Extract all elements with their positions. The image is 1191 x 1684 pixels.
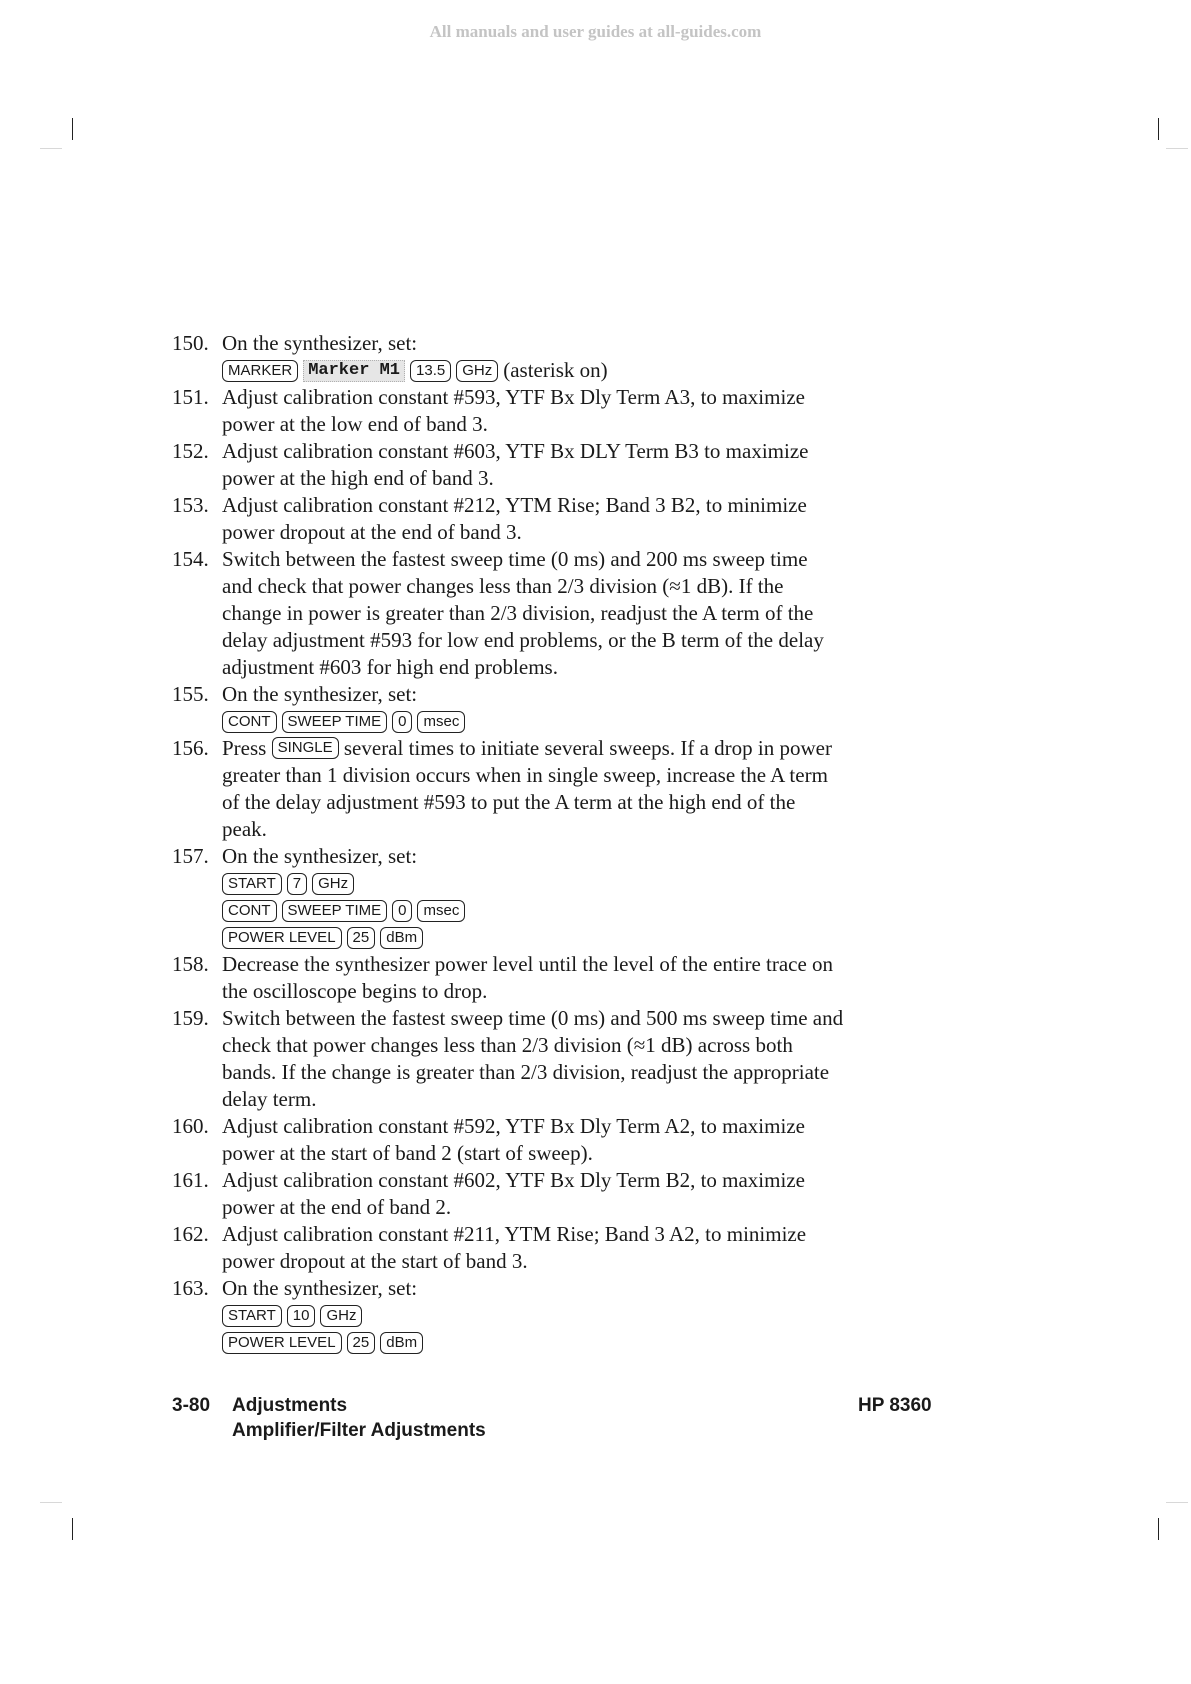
step-number: 151. [172, 385, 209, 409]
key-sequence [222, 357, 952, 384]
procedure-steps [172, 330, 952, 1356]
crop-mark [1158, 1518, 1159, 1540]
step-text: power at the high end of band 3. [222, 466, 494, 490]
step-number: 163. [172, 1276, 209, 1300]
crop-mark [72, 118, 73, 140]
key-sequence [222, 708, 952, 735]
step-text: delay adjustment #593 for low end problems, or the B term of the delay [222, 628, 824, 652]
single-key[interactable]: SINGLE [272, 737, 339, 759]
step-157 [172, 843, 952, 951]
step-number: 152. [172, 439, 209, 463]
value-key[interactable]: 25 [347, 1332, 376, 1354]
step-154 [172, 546, 952, 681]
step-number: 159. [172, 1006, 209, 1030]
step-text: check that power changes less than 2/3 division (≈1 dB) across both [222, 1033, 793, 1057]
step-158 [172, 951, 952, 1005]
step-159 [172, 1005, 952, 1113]
value-key[interactable]: 0 [392, 900, 412, 922]
value-key[interactable]: 7 [287, 873, 307, 895]
step-text: the oscilloscope begins to drop. [222, 979, 488, 1003]
step-151 [172, 384, 952, 438]
step-text: change in power is greater than 2/3 division, readjust the A term of the [222, 601, 814, 625]
step-number: 157. [172, 844, 209, 868]
step-text: Adjust calibration constant #593, YTF Bx Dly Term A3, to maximize [222, 385, 805, 409]
page-number: 3-80 [172, 1395, 211, 1416]
marker-key[interactable]: MARKER [222, 360, 298, 382]
key-sequence [222, 870, 952, 897]
step-text: Adjust calibration constant #211, YTM Rise; Band 3 A2, to minimize [222, 1222, 807, 1246]
msec-key[interactable]: msec [417, 711, 465, 733]
step-text: Decrease the synthesizer power level until the level of the entire trace on [222, 952, 834, 976]
value-key[interactable]: 13.5 [410, 360, 451, 382]
step-162 [172, 1221, 952, 1275]
step-text: and check that power changes less than 2/3 division (≈1 dB). If the [222, 574, 784, 598]
crop-mark [1166, 1502, 1188, 1503]
msec-key[interactable]: msec [417, 900, 465, 922]
step-text: Adjust calibration constant #592, YTF Bx Dly Term A2, to maximize [222, 1114, 805, 1138]
step-text: Switch between the fastest sweep time (0 ms) and 200 ms sweep time [222, 547, 808, 571]
step-163 [172, 1275, 952, 1356]
section-title: Adjustments [232, 1395, 348, 1416]
key-sequence [222, 897, 952, 924]
step-161 [172, 1167, 952, 1221]
ghz-key[interactable]: GHz [456, 360, 498, 382]
step-number: 150. [172, 331, 209, 355]
value-key[interactable]: 25 [347, 927, 376, 949]
value-key[interactable]: 10 [287, 1305, 316, 1327]
press-word: Press [222, 736, 267, 760]
step-text: Switch between the fastest sweep time (0 ms) and 500 ms sweep time and [222, 1006, 844, 1030]
step-text: adjustment #603 for high end problems. [222, 655, 558, 679]
subsection-title: Amplifier/Filter Adjustments [232, 1420, 486, 1441]
start-key[interactable]: START [222, 873, 282, 895]
step-text: power at the low end of band 3. [222, 412, 488, 436]
step-156 [172, 735, 952, 843]
press-rest: several times to initiate several sweeps. If a drop in power [343, 736, 832, 760]
step-text: power dropout at the start of band 3. [222, 1249, 528, 1273]
page-footer [172, 1393, 486, 1443]
step-152 [172, 438, 952, 492]
step-text: power at the start of band 2 (start of sweep). [222, 1141, 593, 1165]
step-number: 158. [172, 952, 209, 976]
step-text: On the synthesizer, set: [222, 844, 418, 868]
step-text: greater than 1 division occurs when in single sweep, increase the A term [222, 763, 828, 787]
step-number: 161. [172, 1168, 209, 1192]
cont-key[interactable]: CONT [222, 900, 277, 922]
sweep-time-key[interactable]: SWEEP TIME [282, 711, 388, 733]
cont-key[interactable]: CONT [222, 711, 277, 733]
step-text: On the synthesizer, set: [222, 1276, 418, 1300]
watermark: All manuals and user guides at all-guides.com [429, 22, 762, 41]
sweep-time-key[interactable]: SWEEP TIME [282, 900, 388, 922]
step-number: 160. [172, 1114, 209, 1138]
ghz-key[interactable]: GHz [312, 873, 354, 895]
crop-mark [40, 148, 62, 149]
step-text: Adjust calibration constant #603, YTF Bx DLY Term B3 to maximize [222, 439, 809, 463]
marker-m1-softkey[interactable]: Marker M1 [303, 360, 405, 382]
dbm-key[interactable]: dBm [380, 1332, 423, 1354]
step-text: of the delay adjustment #593 to put the A term at the high end of the [222, 790, 796, 814]
step-text: peak. [222, 817, 267, 841]
step-155 [172, 681, 952, 735]
key-sequence [222, 1302, 952, 1329]
step-number: 153. [172, 493, 209, 517]
step-number: 162. [172, 1222, 209, 1246]
ghz-key[interactable]: GHz [320, 1305, 362, 1327]
step-text: Adjust calibration constant #602, YTF Bx Dly Term B2, to maximize [222, 1168, 805, 1192]
crop-mark [40, 1502, 62, 1503]
step-number: 156. [172, 736, 209, 760]
key-sequence [222, 1329, 952, 1356]
step-number: 154. [172, 547, 209, 571]
dbm-key[interactable]: dBm [380, 927, 423, 949]
step-text: On the synthesizer, set: [222, 682, 418, 706]
step-text: Adjust calibration constant #212, YTM Rise; Band 3 B2, to minimize [222, 493, 807, 517]
power-level-key[interactable]: POWER LEVEL [222, 1332, 342, 1354]
step-text [222, 735, 952, 762]
step-text: power at the end of band 2. [222, 1195, 452, 1219]
step-160 [172, 1113, 952, 1167]
crop-mark [72, 1518, 73, 1540]
step-number: 155. [172, 682, 209, 706]
start-key[interactable]: START [222, 1305, 282, 1327]
key-sequence [222, 924, 952, 951]
step-text: On the synthesizer, set: [222, 331, 418, 355]
step-text: bands. If the change is greater than 2/3 division, readjust the appropriate [222, 1060, 830, 1084]
value-key[interactable]: 0 [392, 711, 412, 733]
step-text: power dropout at the end of band 3. [222, 520, 522, 544]
step-text: delay term. [222, 1087, 317, 1111]
crop-mark [1166, 148, 1188, 149]
model-name: HP 8360 [858, 1395, 932, 1416]
step-153 [172, 492, 952, 546]
step-150 [172, 330, 952, 384]
crop-mark [1158, 118, 1159, 140]
key-note: (asterisk on) [503, 358, 608, 382]
power-level-key[interactable]: POWER LEVEL [222, 927, 342, 949]
